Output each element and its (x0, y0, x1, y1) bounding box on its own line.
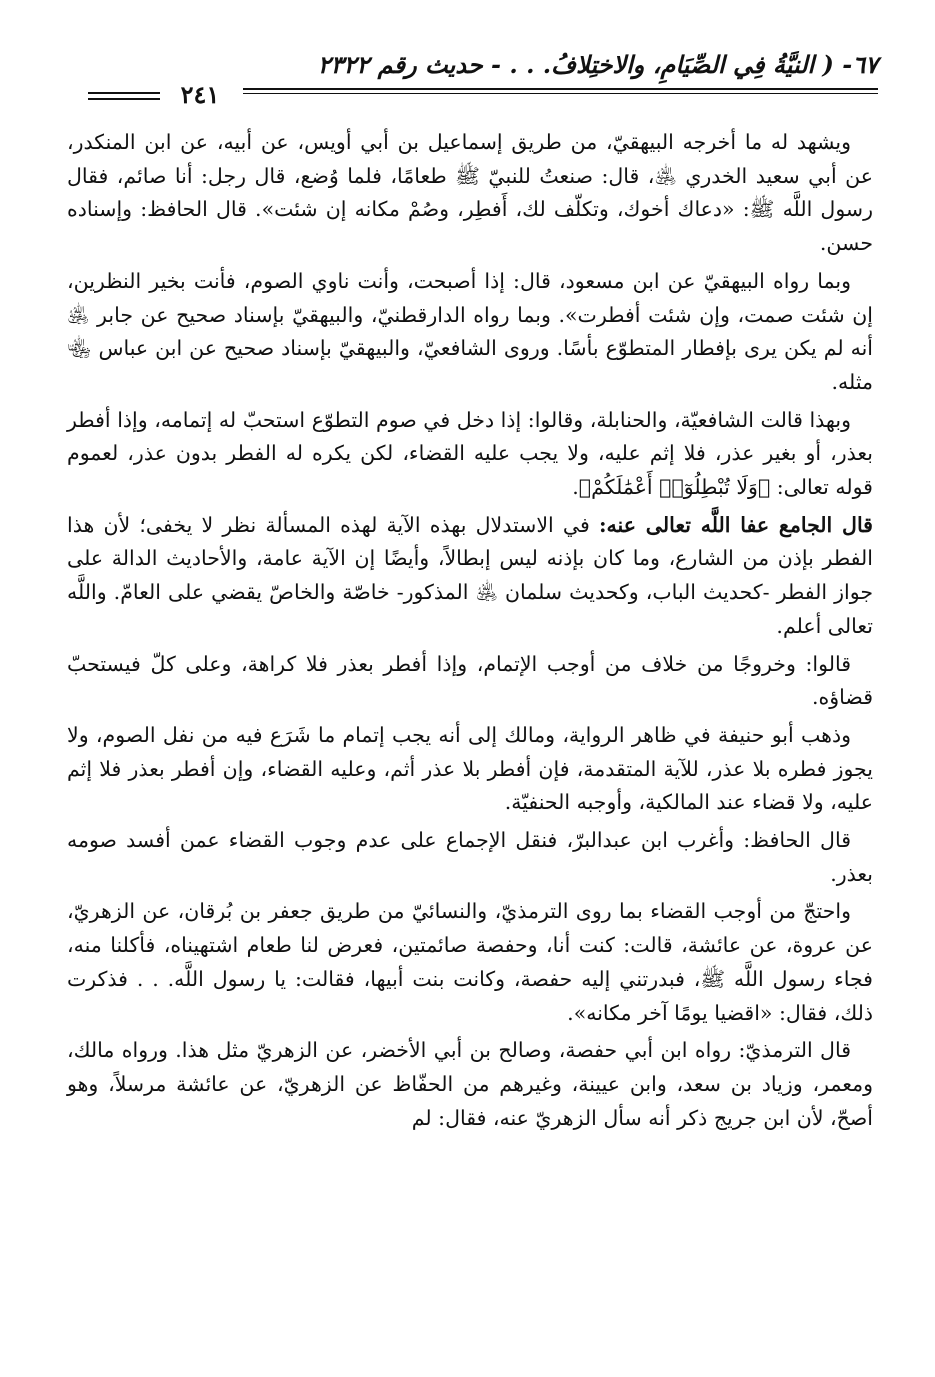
running-title: ٦٧- ( النيَّةُ فِي الصِّيَامِ، والاختِلافُ. . . - حديث رقم ٢٣٢٢ (317, 50, 878, 79)
paragraph-text: قال الترمذيّ: رواه ابن أبي حفصة، وصالح بن أبي الأخضر، عن الزهريّ مثل هذا. ورواه مالك، ومعمر، وزياد بن سعد، وابن عيينة، وغيرهم من الحفّاظ عن الزهريّ، عن عائشة مرسلاً، وهو أصحّ، لأن ابن جريج ذكر أنه سأل الزهريّ عنه، فقال: لم (67, 1038, 873, 1130)
paragraph-text: ويشهد له ما أخرجه البيهقيّ، من طريق إسماعيل بن أبي أويس، عن أبيه، عن ابن المنكدر، عن أبي سعيد الخدري ﵁، قال: صنعتُ للنبيّ ﷺ طعامًا، فلما وُضع، قال رجل: أنا صائم، فقال رسول اللَّه ﷺ: «دعاك أخوك، وتكلّف لك، أَفطِر، وصُمْ مكانه إن شئت». قال الحافظ: وإسناده حسن. (67, 130, 873, 256)
paragraph (67, 126, 873, 261)
paragraph (67, 895, 873, 1030)
paragraph-text: في الاستدلال بهذه الآية لهذه المسألة نظر لا يخفى؛ لأن هذا الفطر بإذن من الشارع، وما كان بإذنه ليس إبطالاً، وأيضًا إن الآية عامة، والأحاديث الدالة على جواز الفطر -كحديث الباب، وكحديث سلمان ﵁ المذكور- خاصّة والخاصّ يقضي على العامّ. واللَّه تعالى أعلم. (67, 512, 873, 638)
paragraph (67, 404, 873, 505)
text-body (67, 126, 873, 1139)
header-rule (243, 88, 878, 90)
header-rule-thin (243, 93, 878, 94)
paragraph (67, 1034, 873, 1135)
paragraph (67, 719, 873, 820)
paragraph-lead: قال الجامع عفا اللَّه تعالى عنه: (598, 512, 873, 537)
page-number: ٢٤١ (180, 80, 220, 109)
paragraph-text: وبهذا قالت الشافعيّة، والحنابلة، وقالوا: إذا دخل في صوم التطوّع استحبّ له إتمامه، وإذا أفطر بعذر، أو بغير عذر، فلا إثم عليه، ولا يجب عليه القضاء، لكن يكره له الفطر بدون عذر، لعموم قوله تعالى: ﴿وَلَا تُبْطِلُوٓا۟ أَعْمَٰلَكُمْ﴾. (67, 407, 873, 500)
paragraph-text: قالوا: وخروجًا من خلاف من أوجب الإتمام، وإذا أفطر بعذر فلا كراهة، وعلى كلّ فيستحبّ قضاؤه. (67, 651, 873, 710)
page-header (88, 50, 878, 120)
page-number-rules (88, 92, 160, 104)
paragraph (67, 265, 873, 400)
paragraph-text: واحتجّ من أوجب القضاء بما روى الترمذيّ، والنسائيّ من طريق جعفر بن بُرقان، عن الزهريّ، عن عروة، عن عائشة، قالت: كنت أنا، وحفصة صائمتين، فعرض لنا طعام اشتهيناه، فأكلنا منه، فجاء رسول اللَّه ﷺ، فبدرتني إليه حفصة، وكانت بنت أبيها، فقالت: يا رسول اللَّه. . . فذكرت ذلك، فقال: «اقضيا يومًا آخر مكانه». (67, 899, 873, 1025)
paragraph (67, 509, 873, 644)
paragraph-text: وذهب أبو حنيفة في ظاهر الرواية، ومالك إلى أنه يجب إتمام ما شَرَع فيه من نفل الصوم، ولا يجوز فطره بلا عذر، للآية المتقدمة، فإن أفطر بلا عذر أثم، وعليه القضاء، وإن أفطر بعذر فلا إثم عليه، ولا قضاء عند المالكية، وأوجبه الحنفيّة. (67, 722, 873, 815)
paragraph (67, 648, 873, 715)
paragraph-text: قال الحافظ: وأغرب ابن عبدالبرّ، فنقل الإجماع على عدم وجوب القضاء عمن أفسد صومه بعذر. (67, 828, 873, 886)
paragraph (67, 824, 873, 891)
paragraph-text: وبما رواه البيهقيّ عن ابن مسعود، قال: إذا أصبحت، وأنت ناوي الصوم، فأنت بخير النظرين، إن شئت صمت، وإن شئت أفطرت». وبما رواه الدارقطنيّ، والبيهقيّ بإسناد صحيح عن جابر ﵁ أنه لم يكن يرى بإفطار المتطوّع بأسًا. وروى الشافعيّ، والبيهقيّ بإسناد صحيح عن ابن عباس ﵄ مثله. (67, 268, 873, 394)
